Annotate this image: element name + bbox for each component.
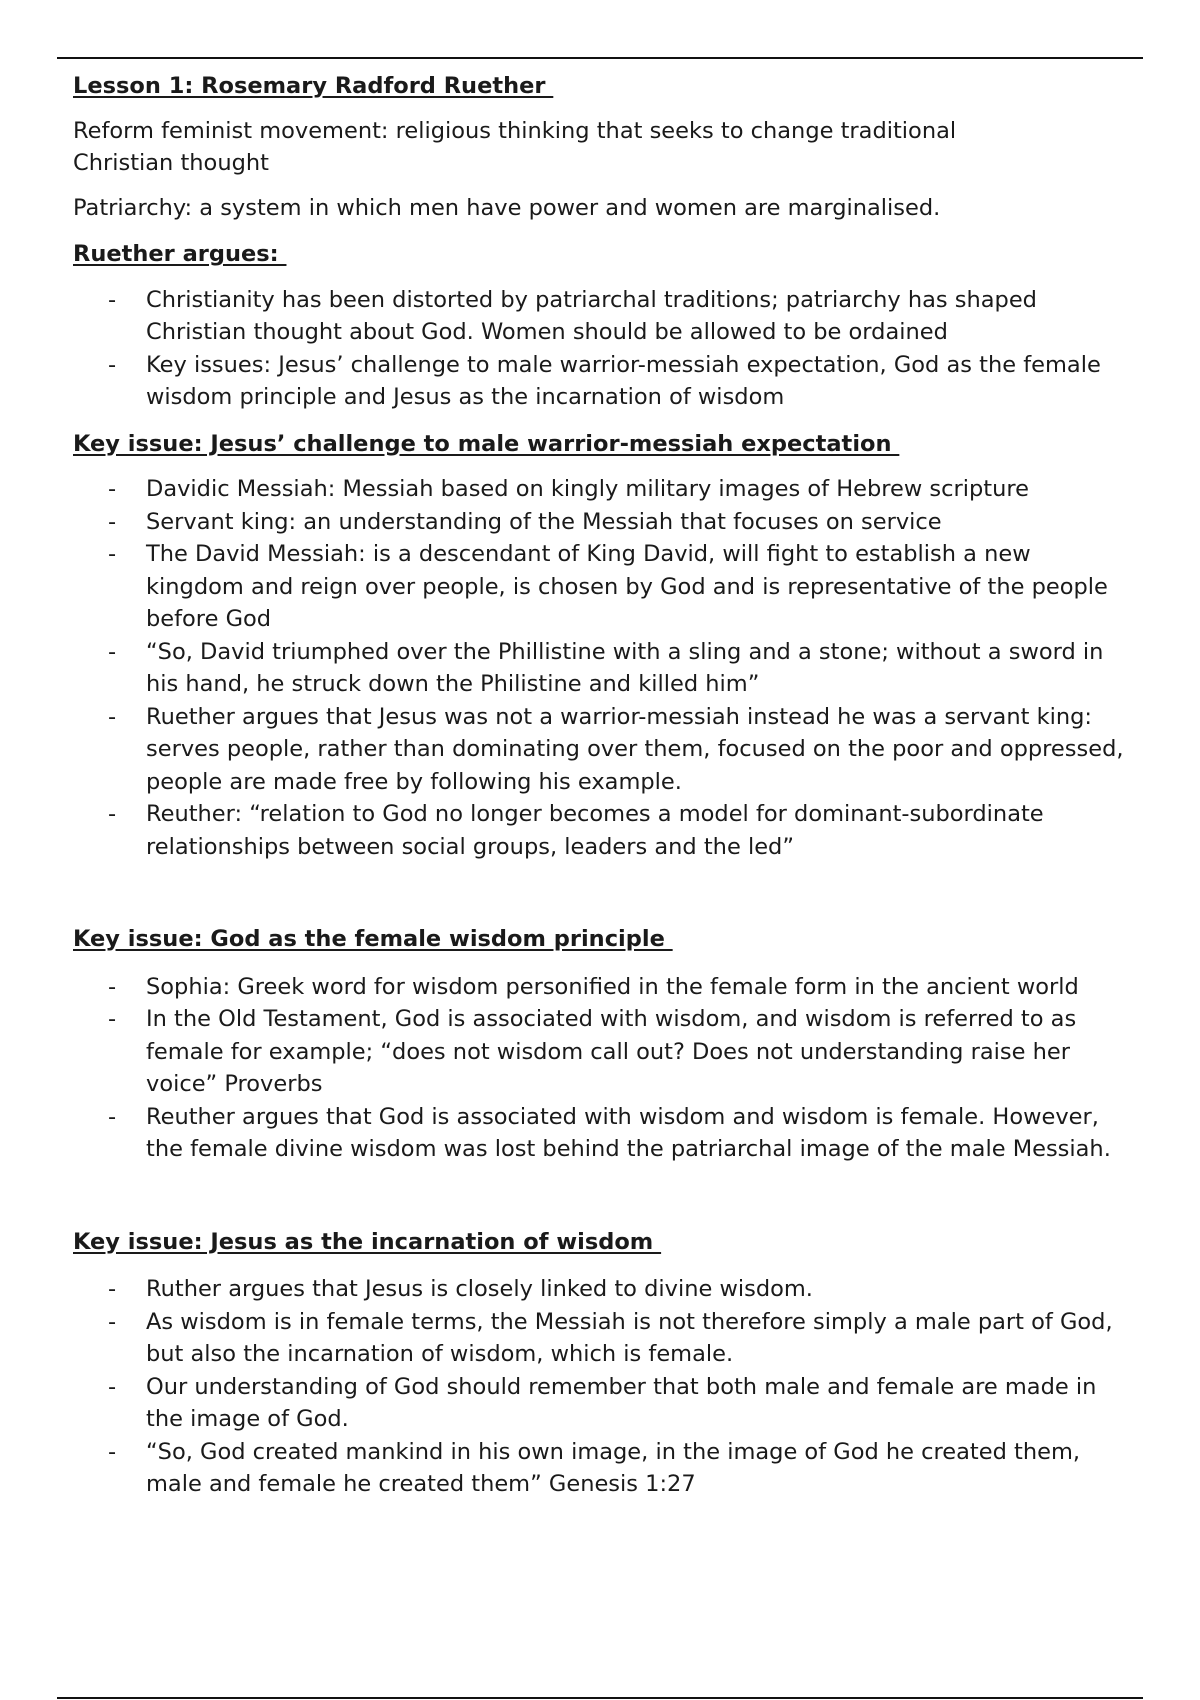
list-item: - Reuther argues that God is associated with wisdom and wisdom is female. However, the female divine wisdom was lost behind the patriarchal image of the male Messiah. — [73, 1101, 1133, 1166]
bullet-dash: - — [108, 1373, 117, 1400]
bullet-dash: - — [108, 508, 117, 535]
list-item: - In the Old Testament, God is associated with wisdom, and wisdom is referred to as female for example; “does not wisdom call out? Does not understanding raise her voice” Proverbs — [73, 1003, 1133, 1101]
top-border-line — [57, 57, 1143, 59]
bullet-dash: - — [108, 801, 117, 827]
document-body — [73, 70, 1133, 1501]
definition-reform-feminist: Reform feminist movement: religious thinking that seeks to change traditional Christian thought — [73, 117, 957, 176]
bullet-dash: - — [108, 638, 117, 665]
list-item: - As wisdom is in female terms, the Messiah is not therefore simply a male part of God, but also the incarnation of wisdom, which is female. — [73, 1306, 1133, 1371]
list-item: - Sophia: Greek word for wisdom personified in the female form in the ancient world — [73, 971, 1133, 1004]
bullet-dash: - — [108, 1438, 117, 1465]
bullet-dash: - — [108, 351, 117, 378]
bullet-dash: - — [108, 1006, 117, 1032]
bullet-dash: - — [108, 541, 117, 567]
bullet-dash: - — [108, 1276, 117, 1302]
lesson-title: Lesson 1: Rosemary Radford Ruether — [73, 73, 554, 99]
issue2-heading: Key issue: God as the female wisdom principle — [73, 926, 673, 952]
list-item: - Ruether argues that Jesus was not a warrior-messiah instead he was a servant king: serves people, rather than dominating over them, focused on the poor and oppressed, people are made free by following his example. — [73, 701, 1133, 799]
list-item: - Servant king: an understanding of the Messiah that focuses on service — [73, 506, 1133, 539]
issue2-list — [73, 971, 1133, 1166]
bullet-dash: - — [108, 703, 117, 730]
list-item: - Ruther argues that Jesus is closely linked to divine wisdom. — [73, 1273, 1133, 1306]
issue1-heading: Key issue: Jesus’ challenge to male warrior-messiah expectation — [73, 430, 900, 457]
issue1-list — [73, 473, 1133, 863]
list-item: - Our understanding of God should remember that both male and female are made in the image of God. — [73, 1371, 1133, 1436]
argues-list — [73, 284, 1133, 414]
definition-patriarchy: Patriarchy: a system in which men have power and women are marginalised. — [73, 194, 941, 221]
list-item: - Christianity has been distorted by patriarchal traditions; patriarchy has shaped Christian thought about God. Women should be allowed to be ordained — [73, 284, 1133, 349]
bullet-dash: - — [108, 286, 117, 313]
bullet-dash: - — [108, 1308, 117, 1335]
bullet-dash: - — [108, 1103, 117, 1130]
list-item: - The David Messiah: is a descendant of King David, will fight to establish a new kingdom and reign over people, is chosen by God and is representative of the people before God — [73, 538, 1133, 636]
issue3-heading: Key issue: Jesus as the incarnation of wisdom — [73, 1228, 662, 1255]
list-item: - “So, God created mankind in his own image, in the image of God he created them, male and female he created them” Genesis 1:27 — [73, 1436, 1133, 1501]
list-item: - Reuther: “relation to God no longer becomes a model for dominant-subordinate relationships between social groups, leaders and the led” — [73, 798, 1133, 863]
issue3-list — [73, 1273, 1133, 1501]
bullet-dash: - — [108, 476, 117, 502]
list-item: - Key issues: Jesus’ challenge to male warrior-messiah expectation, God as the female wisdom principle and Jesus as the incarnation of wisdom — [73, 349, 1133, 414]
argues-heading: Ruether argues: — [73, 241, 287, 267]
bottom-border-line — [57, 1697, 1143, 1699]
list-item: - “So, David triumphed over the Phillistine with a sling and a stone; without a sword in his hand, he struck down the Philistine and killed him” — [73, 636, 1133, 701]
list-item: - Davidic Messiah: Messiah based on kingly military images of Hebrew scripture — [73, 473, 1133, 506]
bullet-dash: - — [108, 973, 117, 1000]
